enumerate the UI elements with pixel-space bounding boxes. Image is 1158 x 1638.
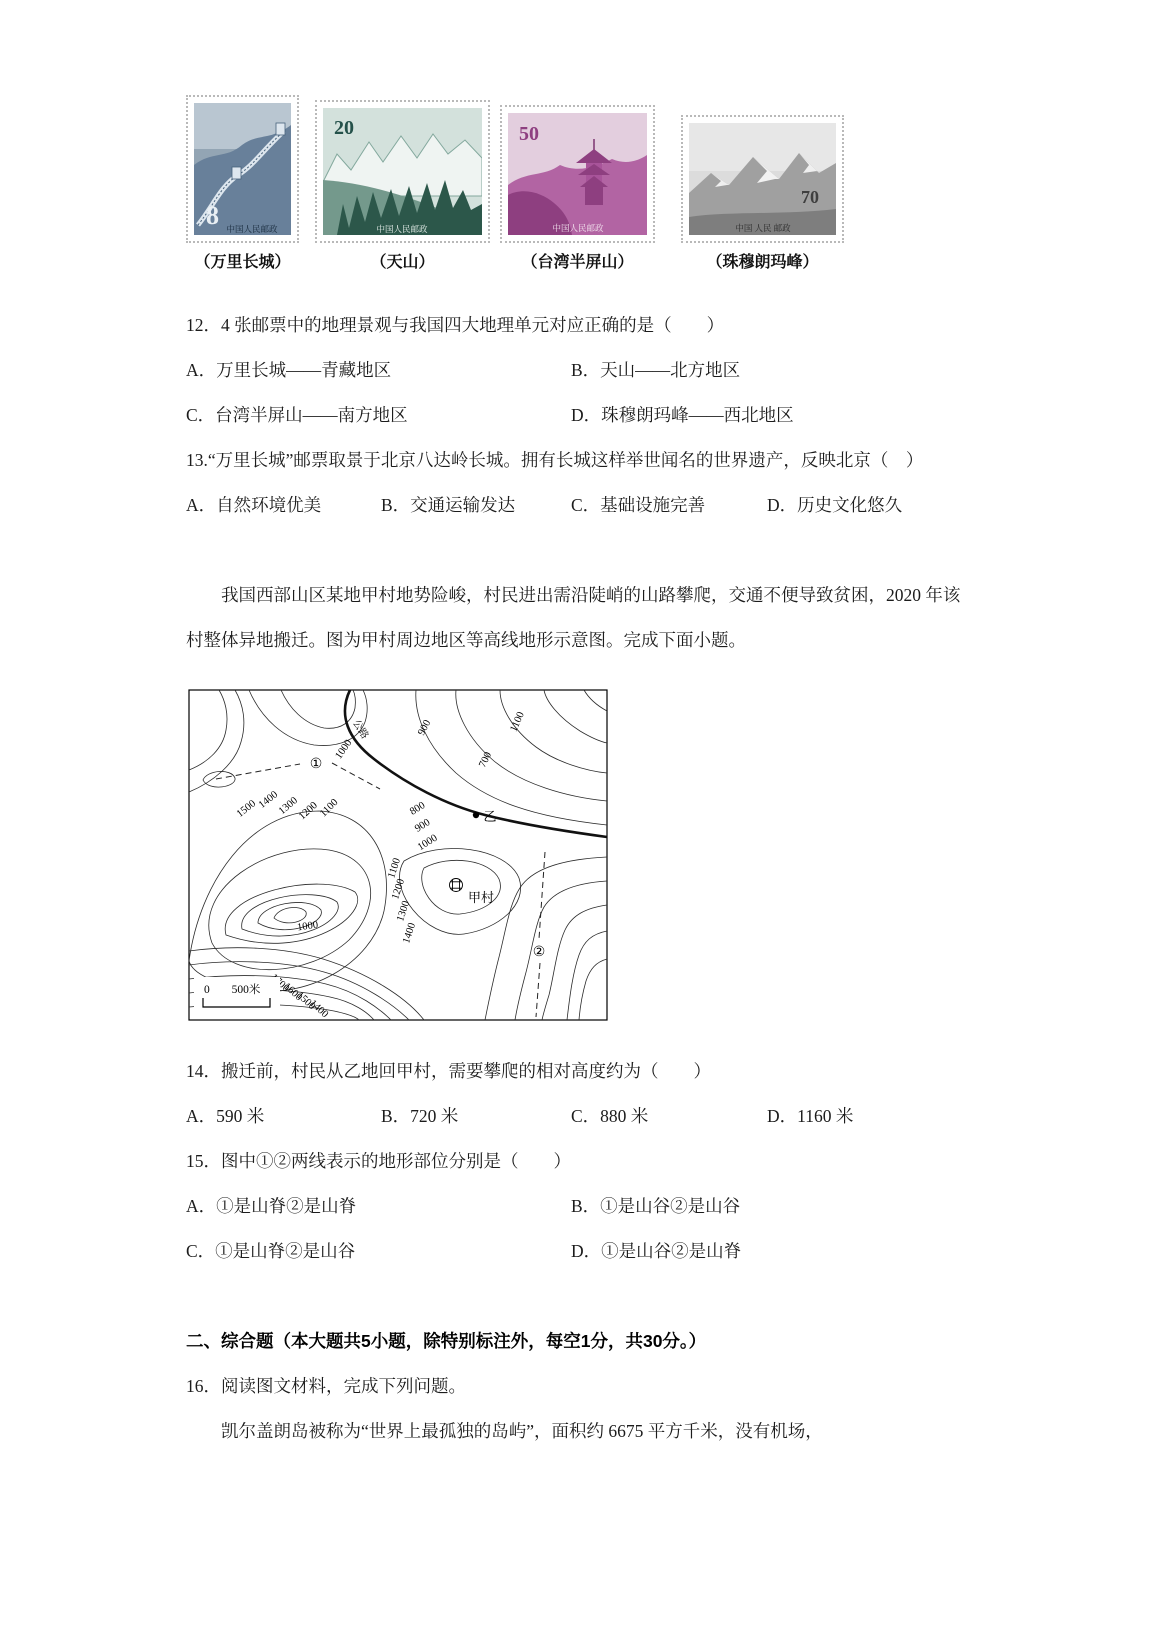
- contour-label: 1000: [415, 832, 440, 854]
- spacer: [186, 1274, 970, 1319]
- stamp-caption-taiwan: （台湾半屏山）: [521, 254, 634, 271]
- stamp-inscription: 中国人民邮政: [376, 224, 428, 234]
- q12-stem: 12．4 张邮票中的地理景观与我国四大地理单元对应正确的是（ ）: [186, 315, 725, 335]
- contour-label: 1100: [508, 710, 527, 734]
- contour-label: 1400: [256, 789, 281, 811]
- stamp-value: 8: [206, 201, 219, 230]
- q15-stem: 15．图中①②两线表示的地形部位分别是（ ）: [186, 1151, 571, 1171]
- scale-zero: 0: [204, 984, 210, 996]
- stamp-everest: [681, 115, 844, 279]
- stamp-value: 50: [519, 123, 539, 145]
- q12-option-d: D．珠穆朗玛峰——西北地区: [571, 405, 794, 425]
- q16-intro: 凯尔盖朗岛被称为“世界上最孤独的岛屿”，面积约 6675 平方千米，没有机场，: [221, 1421, 823, 1441]
- q15-options-row-1: [186, 1184, 970, 1229]
- q15-option-a: A．①是山脊②是山脊: [186, 1196, 357, 1216]
- q15-option-b: B．①是山谷②是山谷: [571, 1196, 741, 1216]
- passage-text: 我国西部山区某地甲村地势险峻，村民进出需沿陡峭的山路攀爬，交通不便导致贫困，2020 年该村整体异地搬迁。图为甲村周边地区等高线地形示意图。完成下面小题。: [186, 585, 961, 650]
- q15-options-row-2: [186, 1229, 970, 1274]
- contour-label: 1300: [395, 899, 413, 923]
- village-label: 甲村: [467, 890, 495, 905]
- q14-option-a: A．590 米: [186, 1106, 265, 1126]
- q14-option-d: D．1160 米: [767, 1106, 854, 1126]
- contour-label: 700: [477, 750, 495, 770]
- contour-label: 800: [408, 800, 428, 818]
- scale-length-label: 500米: [231, 984, 261, 996]
- road-label: 公路: [350, 718, 371, 742]
- contour-label: 900: [416, 718, 434, 738]
- yi-dot: [473, 812, 479, 818]
- contour-label: 1600: [281, 981, 305, 1004]
- section-2-header: 二、综合题（本大题共5小题，除特别标注外，每空1分，共30分。）: [186, 1331, 707, 1351]
- contour-label: 1400: [307, 998, 331, 1021]
- contour-label: 1000: [296, 919, 319, 934]
- q13-option-c: C．基础设施完善: [571, 495, 706, 515]
- q14-stem: 14．搬迁前，村民从乙地回甲村，需要攀爬的相对高度约为（ ）: [186, 1061, 711, 1081]
- stamp-inscription: 中国人民邮政: [552, 223, 604, 233]
- q14-options-row: [186, 1094, 970, 1139]
- stamp-tianshan: [315, 100, 490, 279]
- contour-map-figure: [188, 689, 970, 1021]
- stamp-great-wall-frame: [186, 95, 299, 243]
- great-wall-stamp-art: [194, 103, 291, 235]
- contour-label: 900: [413, 817, 433, 835]
- stamp-inscription: 中国人民邮政: [226, 224, 278, 234]
- contour-label: 1100: [318, 797, 341, 820]
- q13-options-row: [186, 483, 970, 528]
- stamp-taiwan-banping: [500, 105, 655, 279]
- contour-label: 1200: [296, 800, 320, 823]
- q15-option-c: C．①是山脊②是山谷: [186, 1241, 356, 1261]
- q13-option-d: D．历史文化悠久: [767, 495, 903, 515]
- yi-label: 乙: [483, 809, 497, 824]
- contour-map: [188, 689, 608, 1021]
- contour-label: 1500: [294, 990, 318, 1013]
- contour-label: 1000: [333, 737, 355, 762]
- stamp-tianshan-frame: [315, 100, 490, 243]
- q12-option-a: A．万里长城——青藏地区: [186, 360, 392, 380]
- q12-options-row-2: [186, 393, 970, 438]
- q13-option-b: B．交通运输发达: [381, 495, 516, 515]
- stamp-caption-tianshan: （天山）: [370, 254, 435, 271]
- tianshan-stamp-art: [323, 108, 482, 235]
- q15-option-d: D．①是山谷②是山脊: [571, 1241, 742, 1261]
- stamp-inscription: 中国 人民 邮政: [735, 223, 791, 233]
- q12-options-row-1: [186, 348, 970, 393]
- point-2-marker: ②: [532, 945, 546, 960]
- q16-stem: 16．阅读图文材料，完成下列问题。: [186, 1376, 466, 1396]
- stamp-caption-everest: （珠穆朗玛峰）: [706, 254, 819, 271]
- everest-stamp-art: [689, 123, 836, 235]
- stamp-value: 20: [334, 117, 354, 139]
- stamp-everest-frame: [681, 115, 844, 243]
- q12-option-c: C．台湾半屏山——南方地区: [186, 405, 408, 425]
- map-scale: [194, 977, 280, 1015]
- q12-option-b: B．天山——北方地区: [571, 360, 741, 380]
- q13-stem: 13.“万里长城”邮票取景于北京八达岭长城。拥有长城这样举世闻名的世界遗产，反映北京（ ）: [186, 450, 924, 470]
- q14-option-b: B．720 米: [381, 1106, 459, 1126]
- spacer: [186, 528, 970, 573]
- q14-option-c: C．880 米: [571, 1106, 649, 1126]
- contour-label: 1500: [234, 798, 259, 820]
- taiwan-banping-stamp-art: [508, 113, 647, 235]
- q13-option-a: A．自然环境优美: [186, 495, 322, 515]
- stamps-row: [186, 95, 970, 279]
- contour-label: 1400: [401, 921, 419, 945]
- stamp-value: 70: [801, 187, 819, 207]
- stamp-great-wall: [186, 95, 299, 279]
- village-symbol: [450, 879, 463, 892]
- contour-label: 1200: [390, 877, 408, 901]
- stamp-taiwan-frame: [500, 105, 655, 243]
- contour-label: 1300: [276, 795, 300, 818]
- contour-label: 1100: [386, 856, 404, 880]
- stamp-caption-great-wall: （万里长城）: [194, 254, 291, 271]
- point-1-marker: ①: [309, 757, 323, 772]
